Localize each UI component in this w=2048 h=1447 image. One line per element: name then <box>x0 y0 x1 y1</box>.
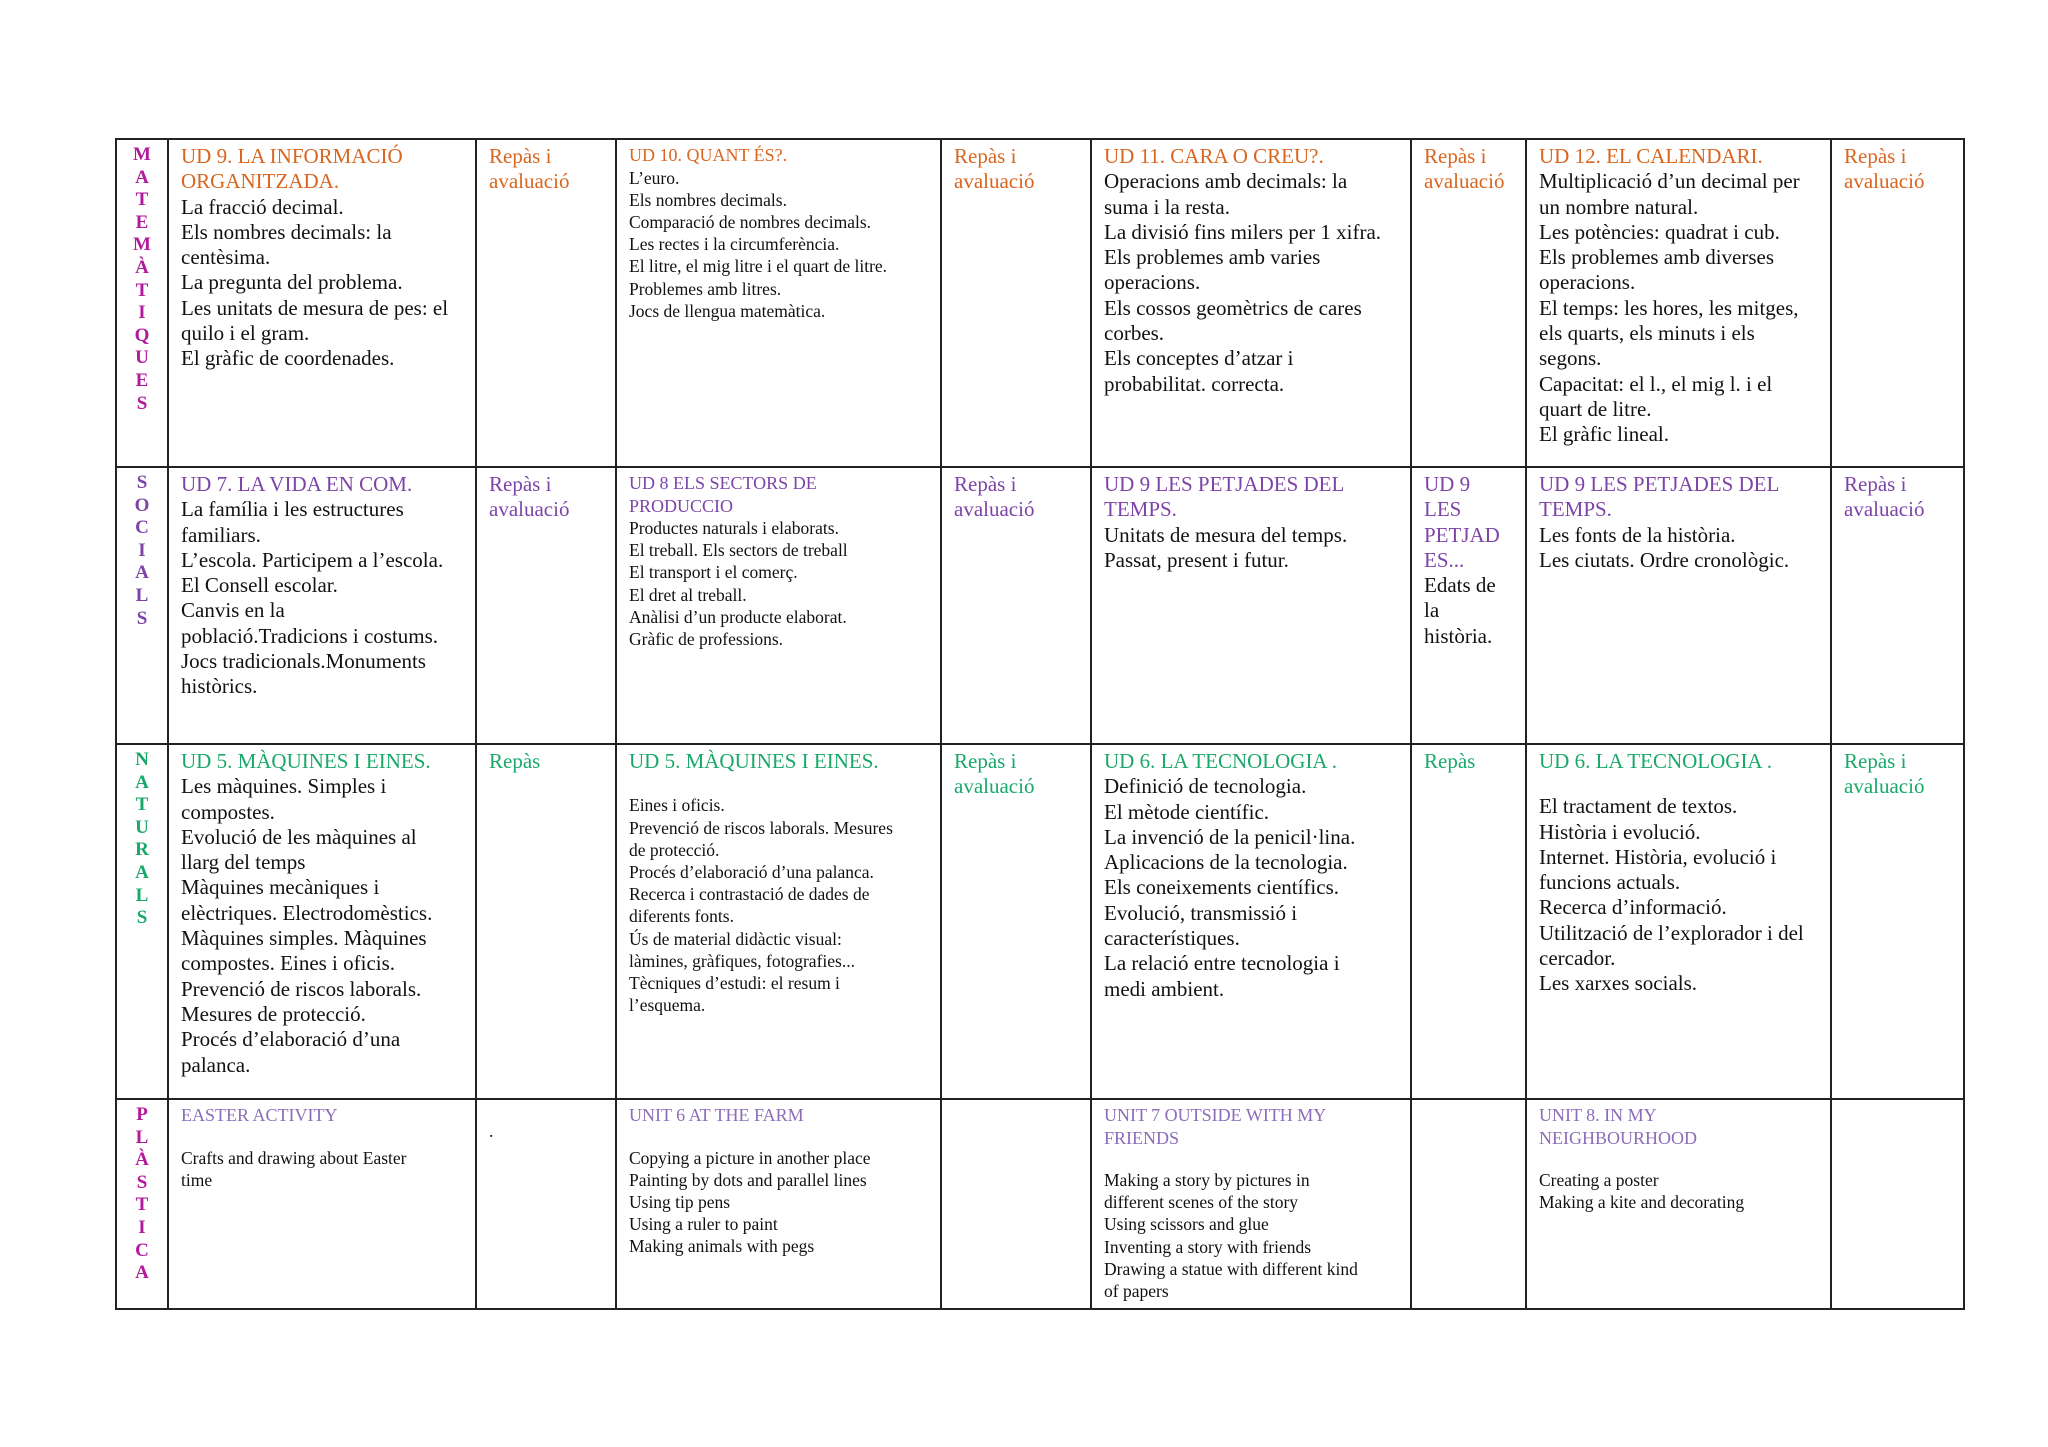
content-line: Using tip pens <box>629 1191 731 1212</box>
unit-cell <box>1091 1099 1411 1309</box>
content-line: Multiplicació d’un decimal per <box>1539 169 1800 194</box>
content-line: operacions. <box>1539 270 1636 295</box>
content-line: Els problemes amb varies <box>1104 245 1321 270</box>
content-line: Les fonts de la història. <box>1539 522 1736 547</box>
review-label: Repàs i <box>954 472 1017 496</box>
content-line: corbes. <box>1104 321 1165 346</box>
review-cell <box>1831 467 1964 744</box>
spacer <box>181 1127 465 1147</box>
unit-cell <box>168 467 476 744</box>
content-line: població.Tradicions i costums. <box>181 623 439 648</box>
content-line: Making animals with pegs <box>629 1236 815 1257</box>
content-line: Les potències: quadrat i cub. <box>1539 219 1780 244</box>
content-line: diferents fonts. <box>629 906 734 927</box>
spacer <box>1104 1149 1400 1169</box>
unit-cell <box>1411 467 1526 744</box>
spacer <box>1539 1149 1820 1169</box>
planning-table <box>115 138 1965 1310</box>
subject-cell-matematiques <box>116 139 168 467</box>
content-line: Tècniques d’estudi: el resum i <box>629 972 840 993</box>
content-line: palanca. <box>181 1052 251 1077</box>
unit-cell <box>168 1099 476 1309</box>
content-line: Procés d’elaboració d’una <box>181 1027 401 1052</box>
review-label: Repàs <box>489 749 541 773</box>
content-line: time <box>181 1169 213 1190</box>
content-line: La invenció de la penicil·lina. <box>1104 824 1356 849</box>
review-cell <box>476 744 616 1099</box>
unit-title: UD 10. QUANT ÉS?. <box>629 145 788 165</box>
content-line: Màquines simples. Màquines <box>181 926 427 951</box>
content-line: Comparació de nombres decimals. <box>629 211 872 232</box>
content-line: Prevenció de riscos laborals. Mesures <box>629 817 893 838</box>
unit-title: PETJAD <box>1424 522 1500 547</box>
spacer <box>629 1127 930 1147</box>
content-line: Unitats de mesura del temps. <box>1104 522 1348 547</box>
unit-title: UD 6. LA TECNOLOGIA . <box>1104 749 1337 773</box>
row-plastica <box>116 1099 1964 1309</box>
content-line: Using a ruler to paint <box>629 1214 778 1235</box>
content-line: La divisió fins milers per 1 xifra. <box>1104 219 1382 244</box>
unit-title: LES <box>1424 497 1462 522</box>
content-line: El temps: les hores, les mitges, <box>1539 295 1799 320</box>
unit-title: UD 5. MÀQUINES I EINES. <box>181 749 431 773</box>
empty-cell <box>941 1099 1091 1309</box>
review-cell <box>941 744 1091 1099</box>
content-line: de protecció. <box>629 839 720 860</box>
spacer <box>629 774 930 794</box>
content-line: Canvis en la <box>181 598 285 623</box>
content-line: funcions actuals. <box>1539 870 1681 895</box>
content-line: Els problemes amb diverses <box>1539 245 1775 270</box>
content-line: Procés d’elaboració d’una palanca. <box>629 861 874 882</box>
unit-title: TEMPS. <box>1104 497 1177 522</box>
content-line: La família i les estructures <box>181 497 404 522</box>
content-line: quilo i el gram. <box>181 321 310 346</box>
spacer <box>1539 774 1820 794</box>
content-line: un nombre natural. <box>1539 194 1699 219</box>
content-line: La fracció decimal. <box>181 194 344 219</box>
content-line: Utilització de l’explorador i del <box>1539 920 1804 945</box>
review-label: avaluació <box>954 497 1035 522</box>
content-line: Les unitats de mesura de pes: el <box>181 295 449 320</box>
dot-mark: . <box>489 1121 494 1141</box>
content-line: Mesures de protecció. <box>181 1001 366 1026</box>
content-line: Les ciutats. Ordre cronològic. <box>1539 547 1790 572</box>
unit-cell <box>168 139 476 467</box>
review-label: avaluació <box>1844 497 1925 522</box>
content-line: Drawing a statue with different kind <box>1104 1258 1358 1279</box>
subject-label-plastica: P L À S T I C A <box>135 1104 149 1284</box>
content-line: centèsima. <box>181 245 271 270</box>
unit-title: UNIT 7 OUTSIDE WITH MY <box>1104 1105 1327 1125</box>
unit-title: EASTER ACTIVITY <box>181 1105 338 1125</box>
content-line: Màquines mecàniques i <box>181 875 380 900</box>
unit-title: UD 9 LES PETJADES DEL <box>1539 472 1780 496</box>
content-line: El transport i el comerç. <box>629 562 798 583</box>
review-label: avaluació <box>954 169 1035 194</box>
review-label: Repàs i <box>489 472 552 496</box>
content-line: different scenes of the story <box>1104 1192 1299 1213</box>
content-line: Eines i oficis. <box>629 795 725 816</box>
review-cell <box>941 467 1091 744</box>
content-line: làmines, gràfiques, fotografies... <box>629 950 855 971</box>
content-line: El gràfic lineal. <box>1539 422 1670 447</box>
content-line: elèctriques. Electrodomèstics. <box>181 900 433 925</box>
content-line: El treball. Els sectors de treball <box>629 540 848 561</box>
content-line: L’escola. Participem a l’escola. <box>181 547 444 572</box>
review-label: Repàs i <box>954 144 1017 168</box>
review-cell <box>476 139 616 467</box>
content-line: la <box>1424 598 1440 623</box>
content-line: Les xarxes socials. <box>1539 971 1698 996</box>
content-line: Internet. Història, evolució i <box>1539 844 1777 869</box>
content-line: El dret al treball. <box>629 584 747 605</box>
unit-cell <box>1091 467 1411 744</box>
review-label: Repàs i <box>1844 144 1907 168</box>
content-line: Anàlisi d’un producte elaborat. <box>629 606 847 627</box>
review-cell <box>476 467 616 744</box>
unit-title: UD 12. EL CALENDARI. <box>1539 144 1763 168</box>
unit-title: PRODUCCIO <box>629 495 734 516</box>
review-label: Repàs i <box>1844 472 1907 496</box>
unit-cell <box>1091 744 1411 1099</box>
content-line: Aplicacions de la tecnologia. <box>1104 850 1348 875</box>
content-line: Les màquines. Simples i <box>181 774 387 799</box>
content-line: històrics. <box>181 674 258 699</box>
content-line: La relació entre tecnologia i <box>1104 951 1340 976</box>
content-line: Jocs de llengua matemàtica. <box>629 300 826 321</box>
review-label: avaluació <box>1424 169 1505 194</box>
content-line: medi ambient. <box>1104 976 1225 1001</box>
unit-cell <box>616 1099 941 1309</box>
review-label: avaluació <box>489 169 570 194</box>
review-label: avaluació <box>489 497 570 522</box>
content-line: Recerca d’informació. <box>1539 895 1727 920</box>
content-line: Copying a picture in another place <box>629 1147 871 1168</box>
review-label: Repàs i <box>489 144 552 168</box>
subject-cell-socials <box>116 467 168 744</box>
content-line: operacions. <box>1104 270 1201 295</box>
content-line: Definició de tecnologia. <box>1104 774 1307 799</box>
unit-title: UD 8 ELS SECTORS DE <box>629 473 817 493</box>
unit-cell <box>616 139 941 467</box>
review-label: avaluació <box>954 774 1035 799</box>
unit-title: UD 9 <box>1424 472 1471 496</box>
content-line: La pregunta del problema. <box>181 270 403 295</box>
content-line: Making a kite and decorating <box>1539 1192 1745 1213</box>
review-label: Repàs <box>1424 749 1476 773</box>
content-line: Creating a poster <box>1539 1170 1659 1190</box>
unit-cell <box>1526 744 1831 1099</box>
content-line: els quarts, els minuts i els <box>1539 321 1755 346</box>
content-line: Els cossos geomètrics de cares <box>1104 295 1362 320</box>
unit-title: UNIT 8. IN MY <box>1539 1105 1657 1125</box>
content-line: L’euro. <box>629 167 680 188</box>
unit-title: TEMPS. <box>1539 497 1612 522</box>
subject-label-socials: S O C I A L S <box>134 472 150 629</box>
content-line: Els conceptes d’atzar i <box>1104 346 1294 371</box>
unit-cell <box>1526 467 1831 744</box>
unit-title: UNIT 6 AT THE FARM <box>629 1105 804 1125</box>
review-cell <box>1411 744 1526 1099</box>
content-line: Productes naturals i elaborats. <box>629 518 839 538</box>
unit-title: UD 7. LA VIDA EN COM. <box>181 472 413 496</box>
content-line: compostes. Eines i oficis. <box>181 951 396 976</box>
unit-cell <box>1526 1099 1831 1309</box>
content-line: història. <box>1424 623 1493 648</box>
unit-title: UD 6. LA TECNOLOGIA . <box>1539 749 1772 773</box>
unit-title: UD 9. LA INFORMACIÓ <box>181 144 403 168</box>
unit-title: ORGANITZADA. <box>181 169 340 194</box>
unit-title: UD 5. MÀQUINES I EINES. <box>629 749 879 773</box>
content-line: Ús de material didàctic visual: <box>629 928 842 949</box>
content-line: Els nombres decimals: la <box>181 219 392 244</box>
content-line: cercador. <box>1539 946 1616 971</box>
content-line: Making a story by pictures in <box>1104 1170 1310 1190</box>
content-line: Capacitat: el l., el mig l. i el <box>1539 371 1773 396</box>
content-line: Inventing a story with friends <box>1104 1236 1312 1257</box>
content-line: Les rectes i la circumferència. <box>629 234 840 255</box>
row-naturals <box>116 744 1964 1099</box>
unit-cell <box>168 744 476 1099</box>
review-cell <box>1831 744 1964 1099</box>
content-line: El gràfic de coordenades. <box>181 346 395 371</box>
content-line: compostes. <box>181 799 275 824</box>
content-line: Jocs tradicionals.Monuments <box>181 649 426 674</box>
review-label: Repàs i <box>1424 144 1487 168</box>
content-line: Prevenció de riscos laborals. <box>181 976 422 1001</box>
content-line: Història i evolució. <box>1539 819 1701 844</box>
unit-cell <box>616 744 941 1099</box>
content-line: llarg del temps <box>181 850 306 875</box>
empty-cell <box>1831 1099 1964 1309</box>
content-line: segons. <box>1539 346 1602 371</box>
content-line: característiques. <box>1104 926 1240 951</box>
content-line: El Consell escolar. <box>181 573 338 598</box>
content-line: El tractament de textos. <box>1539 794 1738 819</box>
review-label: avaluació <box>1844 774 1925 799</box>
unit-title: NEIGHBOURHOOD <box>1539 1127 1697 1148</box>
content-line: Edats de <box>1424 573 1496 598</box>
content-line: l’esquema. <box>629 995 706 1016</box>
review-cell <box>1411 139 1526 467</box>
content-line: Problemes amb litres. <box>629 278 782 299</box>
content-line: Els nombres decimals. <box>629 189 787 210</box>
review-label: avaluació <box>1844 169 1925 194</box>
content-line: Using scissors and glue <box>1104 1214 1269 1235</box>
content-line: Painting by dots and parallel lines <box>629 1169 867 1190</box>
row-matematiques <box>116 139 1964 467</box>
content-line: Passat, present i futur. <box>1104 547 1289 572</box>
content-line: suma i la resta. <box>1104 194 1230 219</box>
content-line: Els coneixements científics. <box>1104 875 1340 900</box>
content-line: probabilitat. correcta. <box>1104 371 1285 396</box>
content-line: familiars. <box>181 522 261 547</box>
content-line: Crafts and drawing about Easter <box>181 1147 407 1168</box>
content-line: El litre, el mig litre i el quart de litre. <box>629 256 888 277</box>
unit-title: UD 11. CARA O CREU?. <box>1104 144 1324 168</box>
content-line: quart de litre. <box>1539 396 1652 421</box>
content-line: Evolució de les màquines al <box>181 824 417 849</box>
subject-cell-naturals <box>116 744 168 1099</box>
subject-label-naturals: N A T U R A L S <box>135 749 149 929</box>
content-line: Evolució, transmissió i <box>1104 900 1298 925</box>
review-cell <box>1831 139 1964 467</box>
content-line: Gràfic de professions. <box>629 629 784 650</box>
unit-cell <box>616 467 941 744</box>
content-line: of papers <box>1104 1281 1169 1302</box>
empty-cell <box>1411 1099 1526 1309</box>
row-socials <box>116 467 1964 744</box>
subject-cell-plastica <box>116 1099 168 1309</box>
content-line: El mètode científic. <box>1104 799 1270 824</box>
unit-title: ES... <box>1424 547 1465 572</box>
unit-title: UD 9 LES PETJADES DEL <box>1104 472 1345 496</box>
review-cell <box>941 139 1091 467</box>
content-line: Recerca i contrastació de dades de <box>629 884 870 905</box>
review-label: Repàs i <box>1844 749 1907 773</box>
unit-title: FRIENDS <box>1104 1127 1180 1148</box>
subject-label-matematiques: M A T E M À T I Q U E S <box>133 144 151 414</box>
review-cell <box>476 1099 616 1309</box>
review-label: Repàs i <box>954 749 1017 773</box>
unit-cell <box>1526 139 1831 467</box>
unit-cell <box>1091 139 1411 467</box>
content-line: Operacions amb decimals: la <box>1104 169 1348 194</box>
